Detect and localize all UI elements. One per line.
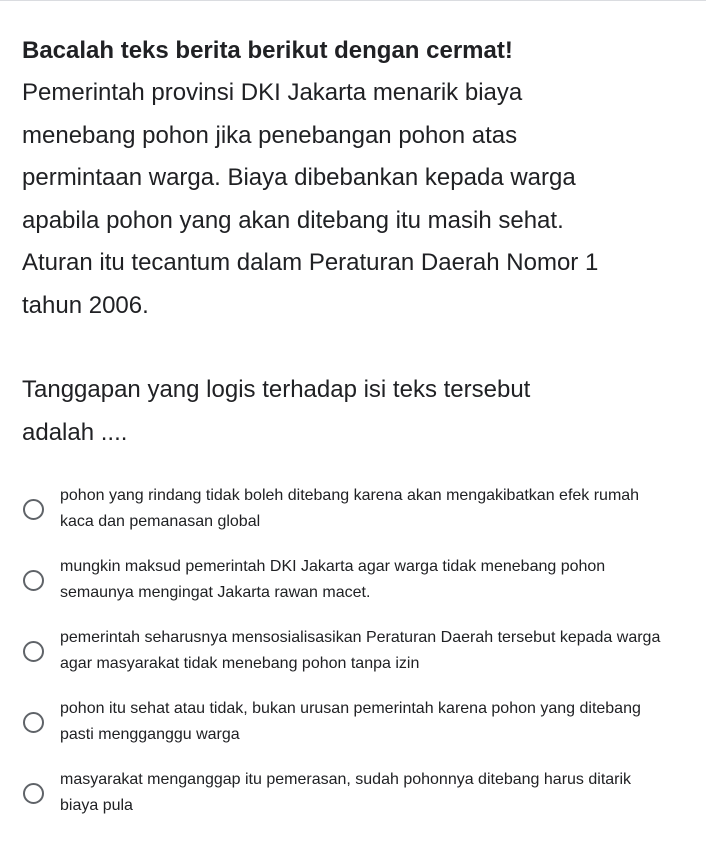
radio-button[interactable] xyxy=(23,712,44,733)
option-d[interactable] xyxy=(0,696,706,767)
top-divider xyxy=(0,0,706,1)
answer-options xyxy=(0,483,706,838)
option-b[interactable] xyxy=(0,554,706,625)
option-label[interactable]: pohon yang rindang tidak boleh ditebang karena akan mengakibatkan efek rumah kaca dan pemanasan global xyxy=(60,487,640,530)
option-label[interactable]: pohon itu sehat atau tidak, bukan urusan pemerintah karena pohon yang ditebang pasti mengganggu warga xyxy=(60,700,641,743)
option-label[interactable]: pemerintah seharusnya mensosialisasikan Peraturan Daerah tersebut kepada warga agar masyarakat tidak menebang pohon tanpa izin xyxy=(60,629,661,672)
option-c[interactable] xyxy=(0,625,706,696)
radio-button[interactable] xyxy=(23,641,44,662)
radio-button[interactable] xyxy=(23,783,44,804)
question-text: Tanggapan yang logis terhadap isi teks tersebut adalah .... xyxy=(22,376,531,446)
radio-button[interactable] xyxy=(23,499,44,520)
option-e[interactable] xyxy=(0,767,706,838)
passage-heading: Bacalah teks berita berikut dengan cermat! xyxy=(22,37,513,64)
option-label[interactable]: masyarakat menganggap itu pemerasan, sudah pohonnya ditebang harus ditarik biaya pula xyxy=(60,771,632,814)
passage-body: Pemerintah provinsi DKI Jakarta menarik biaya menebang pohon jika penebangan pohon atas permintaan warga. Biaya dibebankan kepada warga apabila pohon yang akan ditebang itu masih sehat. Aturan itu tecantum dalam Peraturan Daerah Nomor 1 tahun 2006. xyxy=(22,79,599,319)
radio-button[interactable] xyxy=(23,570,44,591)
option-a[interactable] xyxy=(0,483,706,554)
option-label[interactable]: mungkin maksud pemerintah DKI Jakarta agar warga tidak menebang pohon semaunya mengingat Jakarta rawan macet. xyxy=(60,558,606,601)
passage-container xyxy=(22,30,706,327)
